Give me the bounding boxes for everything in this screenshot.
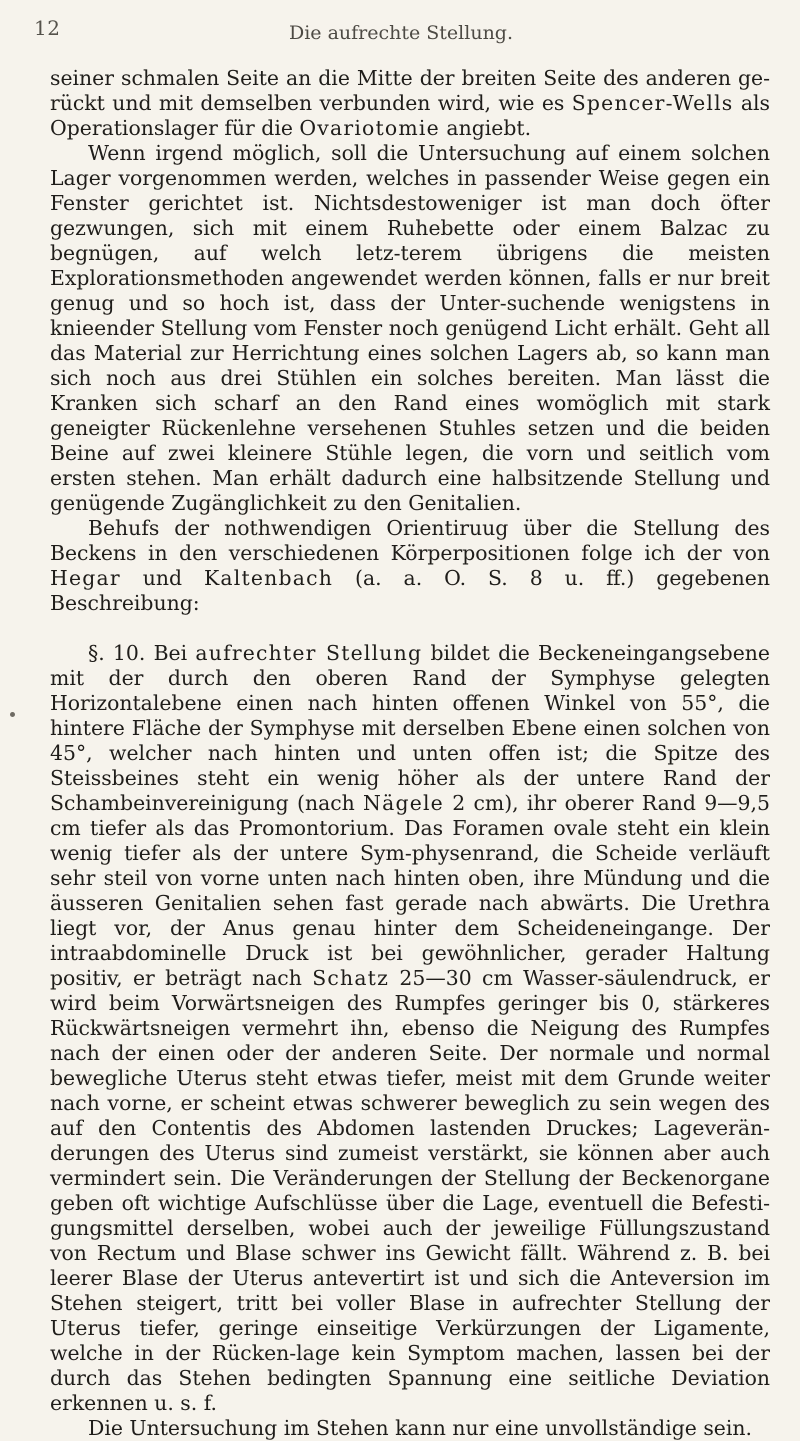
author-name-spencer-wells: Spencer-Wells xyxy=(571,91,734,115)
paragraph-2: Wenn irgend möglich, soll die Untersuchung auf einem solchen Lager vorgenommen werden, welches in passender Weise gegen ein Fenster gerichtet ist. Nichtsdestoweniger ist man doch öfter gezwungen, sich mit einem Ruhebette oder einem Balzac zu begnügen, auf welch letz-terem übrigens die meisten Explorationsmethoden angewendet werden können, falls er nur breit genug und so hoch ist, dass der Unter-suchende wenigstens in knieender Stellung vom Fenster noch genügend Licht erhält. Geht all das Material zur Herrichtung eines solchen Lagers ab, so kann man sich noch aus drei Stühlen ein solches bereiten. Man lässt die Kranken sich scharf an den Rand eines womöglich mit stark geneigter Rückenlehne versehenen Stuhles setzen und die beiden Beine auf zwei kleinere Stühle legen, die vorn und seitlich vom ersten stehen. Man erhält dadurch eine halbsitzende Stellung und genügende Zugänglichkeit zu den Genitalien. xyxy=(50,141,770,515)
paragraph-5: Die Untersuchung im Stehen kann nur eine unvollständige sein. xyxy=(88,1416,752,1440)
running-title: Die aufrechte Stellung. xyxy=(288,22,514,44)
p3-text-1: Behufs der nothwendigen Orientiruug über die Stellung des Beckens in den verschiedenen Körperpositionen folge ich der von xyxy=(50,516,770,565)
p1-text-3: angiebt. xyxy=(439,116,532,140)
author-name-schatz: Schatz xyxy=(312,966,390,990)
p1-text-2: als Operationslager für die xyxy=(50,91,770,140)
author-name-kaltenbach: Kaltenbach xyxy=(204,566,334,590)
page-header xyxy=(34,10,768,48)
p3-text-2: und xyxy=(120,566,204,590)
margin-dot xyxy=(10,712,15,717)
page-number: 12 xyxy=(34,16,61,40)
author-name-naegele: Nägele xyxy=(363,791,444,815)
section-number: §. 10. Bei xyxy=(88,641,196,665)
p4-text-1: bildet die Beckeneingangsebene mit der durch den oberen Rand der Symphyse gelegten Horizontalebene einen nach hinten offenen Winkel von 55°, die hintere Fläche der Symphyse mit derselben Ebene einen solchen von 45°, welcher nach hinten und unten offen ist; die Spitze des Steissbeines steht ein wenig höher als der untere Rand der Schambeinvereinigung (nach xyxy=(50,641,770,815)
author-name-hegar: Hegar xyxy=(50,566,121,590)
paragraph-1 xyxy=(50,66,770,141)
p1-text-1: seiner schmalen Seite an die Mitte der breiten Seite des anderen ge-rückt und mit demselben verbunden wird, wie es xyxy=(50,66,770,115)
p4-text-3: 25—30 cm Wasser-säulendruck, er wird beim Vorwärtsneigen des Rumpfes geringer bis 0, stärkeres Rückwärtsneigen vermehrt ihn, ebenso die Neigung des Rumpfes nach der einen oder der anderen Seite. Der normale und normal bewegliche Uterus steht etwas tiefer, meist mit dem Grunde weiter nach vorne, er scheint etwas schwerer beweglich zu sein wegen des auf den Contentis des Abdomen lastenden Druckes; Lageverän-derungen des Uterus sind zumeist verstärkt, sie können aber auch vermindert sein. Die Veränderungen der Stellung der Beckenorgane geben oft wichtige Aufschlüsse über die Lage, eventuell die Befesti-gungsmittel derselben, wobei auch der jeweilige Füllungszustand von Rectum und Blase schwer ins Gewicht fällt. Während z. B. bei leerer Blase der Uterus antevertirt ist und sich die Anteversion im Stehen steigert, tritt bei voller Blase in aufrechter Stellung der Uterus tiefer, geringe einseitige Verkürzungen der Ligamente, welche in der Rücken-lage kein Symptom machen, lassen bei der durch das Stehen bedingten Spannung eine seitliche Deviation erkennen u. s. f. xyxy=(50,966,770,1415)
term-aufrechter-stellung: aufrechter Stellung xyxy=(195,641,423,665)
p4-text-2: 2 cm), ihr oberer Rand 9—9,5 cm tiefer als das Promontorium. Das Foramen ovale steht ein klein wenig tiefer als der untere Sym-physenrand, die Scheide verläuft sehr steil von vorne unten nach hinten oben, ihre Mündung und die äusseren Genitalien sehen fast gerade nach abwärts. Die Urethra liegt vor, der Anus genau hinter dem Scheideneingange. Der intraabdominelle Druck ist bei gewöhnlicher, gerader Haltung positiv, er beträgt nach xyxy=(50,791,770,990)
body-text xyxy=(50,66,770,1441)
term-ovariotomie: Ovariotomie xyxy=(299,116,440,140)
p3-text-3: (a. a. O. S. 8 u. ff.) gegebenen Beschreibung: xyxy=(50,566,770,615)
paragraph-section-10 xyxy=(50,641,770,1416)
paragraph-3 xyxy=(50,516,770,616)
